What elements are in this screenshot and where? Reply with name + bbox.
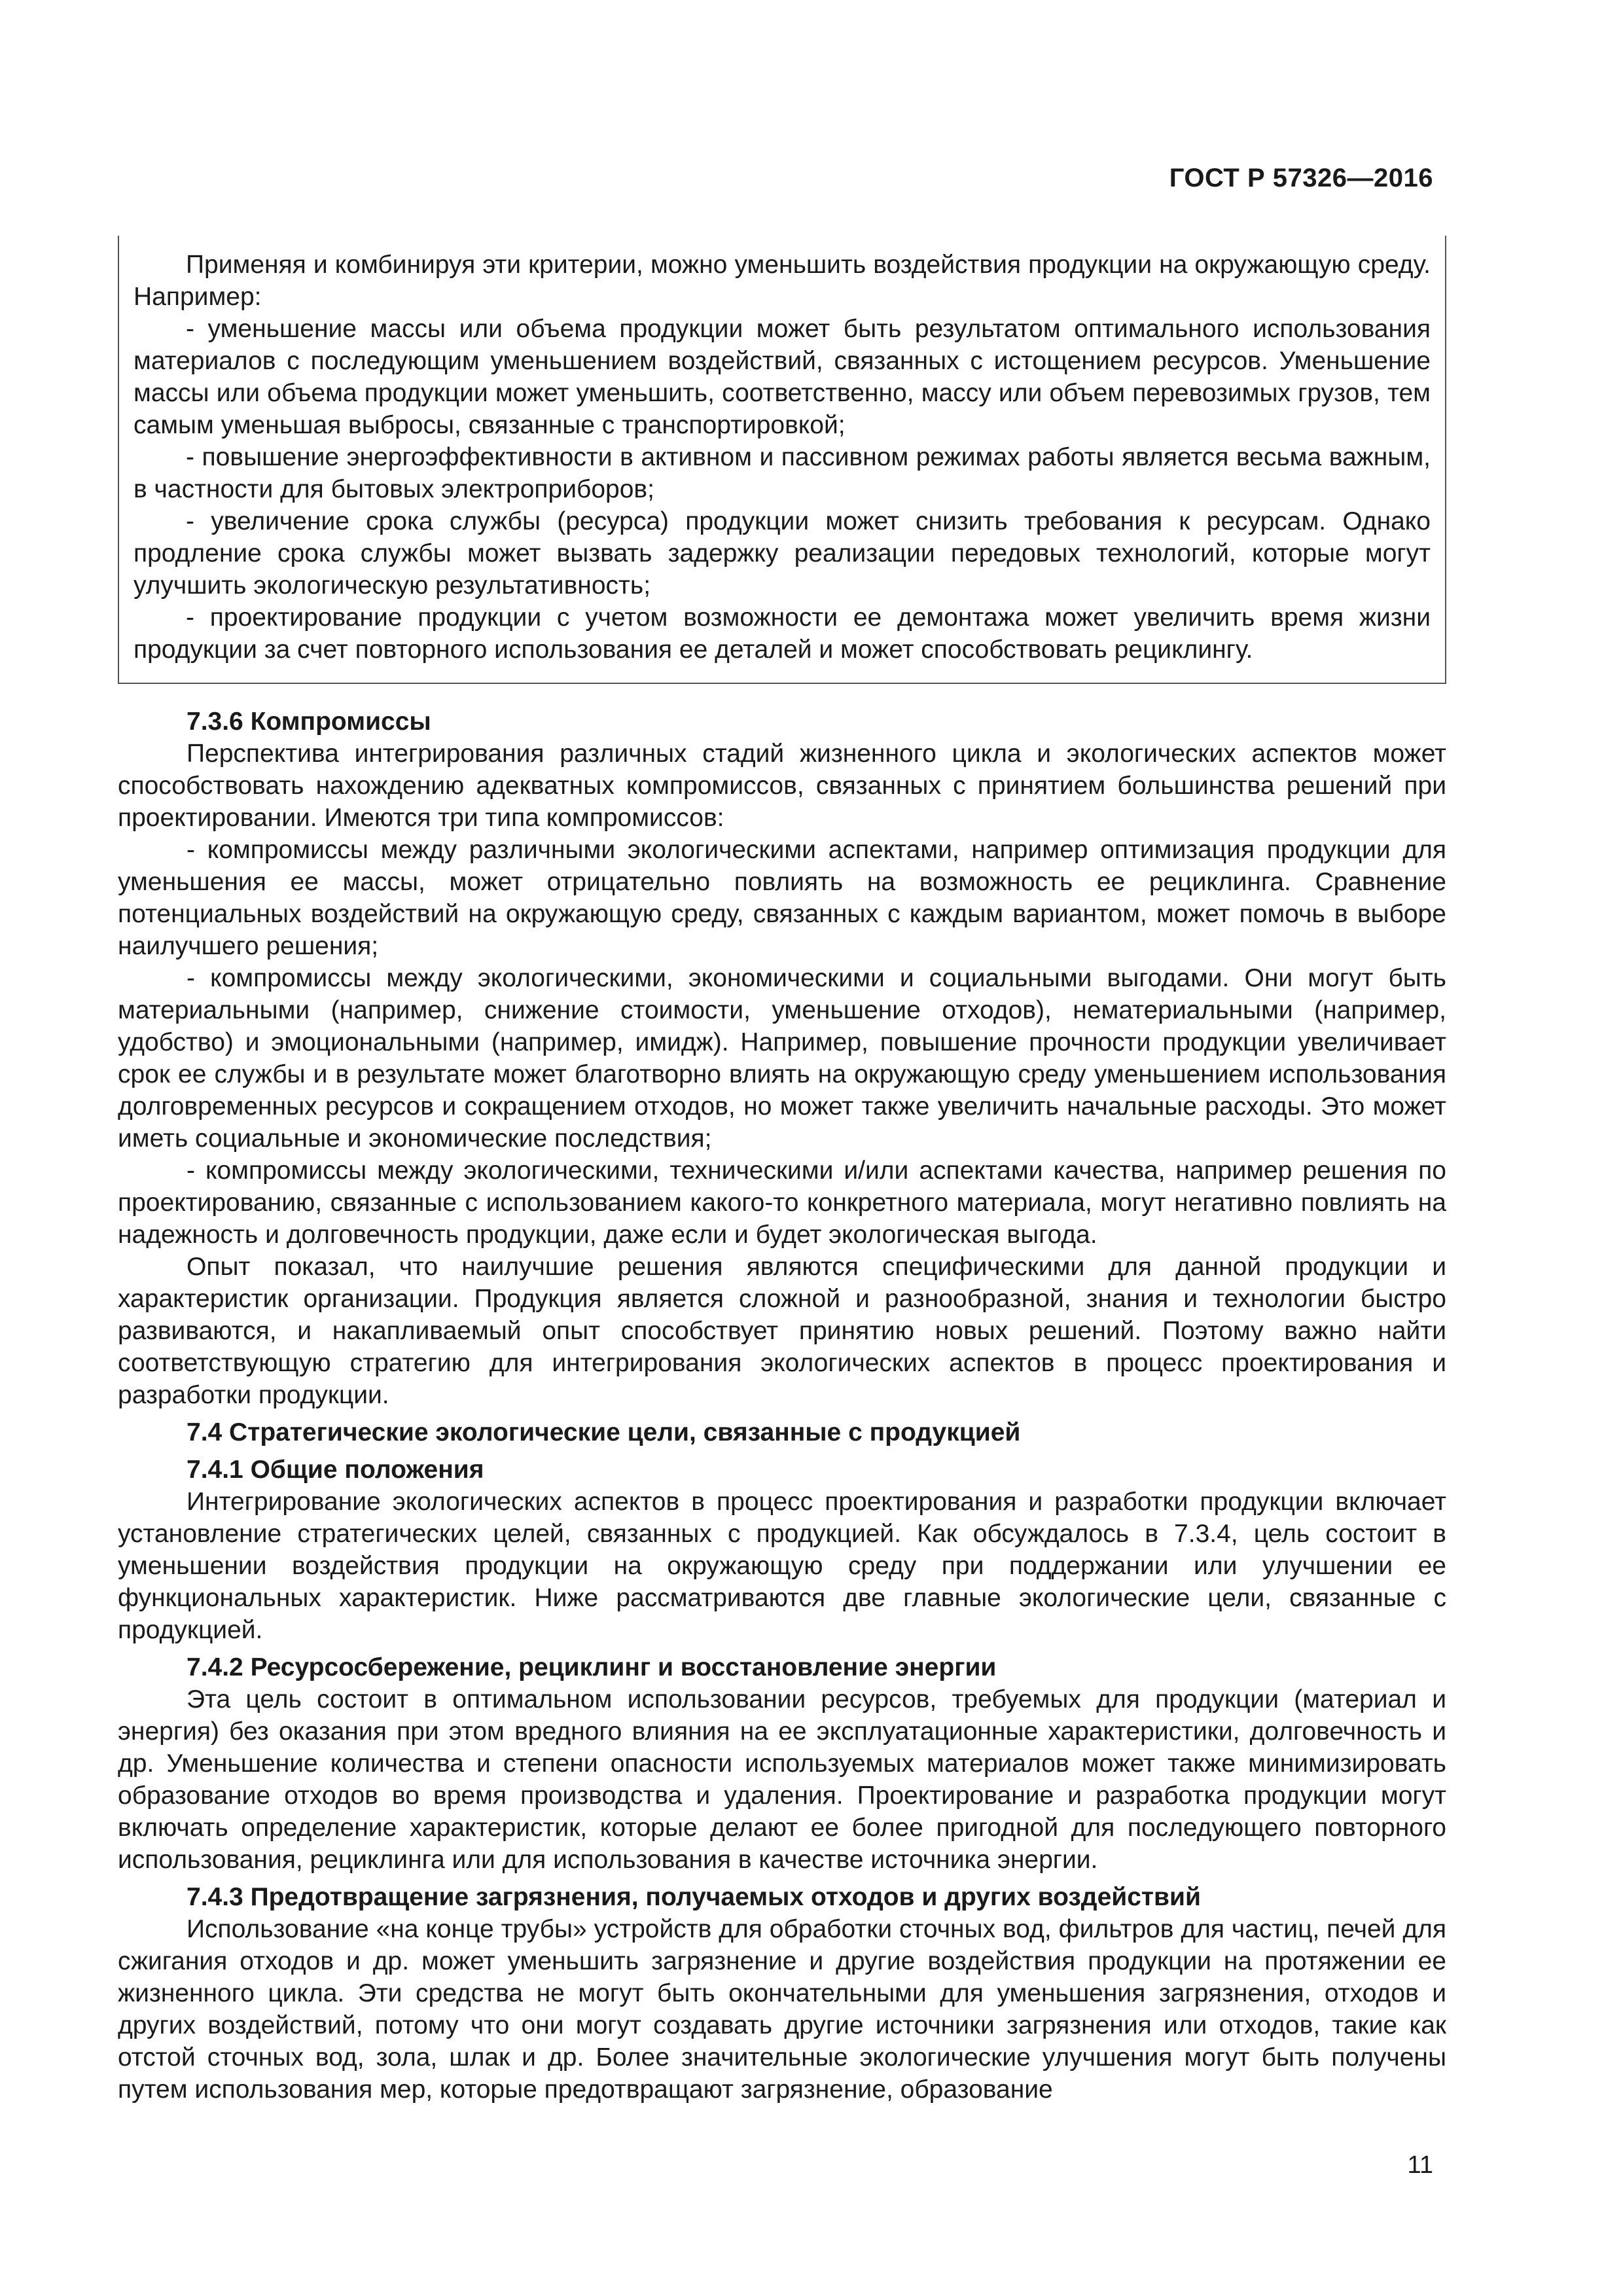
section-heading-7-4-3: 7.4.3 Предотвращение загрязнения, получаемых отходов и других воздействий bbox=[187, 1883, 1201, 1911]
highlighted-box bbox=[118, 236, 1446, 684]
box-paragraph-disassembly: - проектирование продукции с учетом возможности ее демонтажа может увеличить время жизни продукции за счет повторного использования ее деталей и может способствовать рециклингу. bbox=[134, 603, 1431, 664]
paragraph: Опыт показал, что наилучшие решения являются специфическими для данной продукции и характеристик организации. Продукция является сложной и разнообразной, знания и технологии быстро развиваются, и накапливаемый опыт способствует принятию новых решений. Поэтому важно найти соответствующую стратегию для интегрирования экологических аспектов в процесс проектирования и разработки продукции. bbox=[118, 1253, 1446, 1409]
paragraph: Использование «на конце трубы» устройств для обработки сточных вод, фильтров для частиц, печей для сжигания отходов и др. может уменьшить загрязнение и другие воздействия продукции на протяжении ее жизненного цикла. Эти средства не могут быть окончательными для уменьшения загрязнения, отходов и других воздействий, потому что они могут создавать другие источники загрязнения или отходов, такие как отстой сточных вод, зола, шлак и др. Более значительные экологические улучшения могут быть получены путем использования мер, которые предотвращают загрязнение, образование bbox=[118, 1915, 1446, 2104]
box-paragraph-mass: - уменьшение массы или объема продукции может быть результатом оптимального использования материалов с последующим уменьшением воздействий, связанных с истощением ресурсов. Уменьшение массы или объема продукции может уменьшить, соответственно, массу или объем перевозимых грузов, тем самым уменьшая выбросы, связанные с транспортировкой; bbox=[134, 315, 1431, 439]
section-heading-7-4: 7.4 Стратегические экологические цели, связанные с продукцией bbox=[187, 1418, 1021, 1446]
section-heading-7-3-6: 7.3.6 Компромиссы bbox=[187, 708, 431, 736]
paragraph: Перспектива интегрирования различных стадий жизненного цикла и экологических аспектов может способствовать нахождению адекватных компромиссов, связанных с принятием большинства решений при проектировании. Имеются три типа компромиссов: bbox=[118, 740, 1446, 832]
section-heading-7-4-2: 7.4.2 Ресурсосбережение, рециклинг и восстановление энергии bbox=[187, 1653, 997, 1681]
section-heading-7-4-1: 7.4.1 Общие положения bbox=[187, 1456, 484, 1484]
paragraph: Эта цель состоит в оптимальном использовании ресурсов, требуемых для продукции (материал и энергия) без оказания при этом вредного влияния на ее эксплуатационные характеристики, долговечность и др. Уменьшение количества и степени опасности используемых материалов может также минимизировать образование отходов во время производства и удаления. Проектирование и разработка продукции могут включать определение характеристик, которые делают ее более пригодной для последующего повторного использования, рециклинга или для использования в качестве источника энергии. bbox=[118, 1685, 1446, 1874]
document-header-id: ГОСТ Р 57326—2016 bbox=[1169, 164, 1433, 192]
paragraph: - компромиссы между различными экологическими аспектами, например оптимизация продукции для уменьшения ее массы, может отрицательно повлиять на возможность ее рециклинга. Сравнение потенциальных воздействий на окружающую среду, связанных с каждым вариантом, может помочь в выборе наилучшего решения; bbox=[118, 836, 1446, 960]
paragraph: - компромиссы между экологическими, экономическими и социальными выгодами. Они могут быть материальными (например, снижение стоимости, уменьшение отходов), нематериальными (например, удобство) и эмоциональными (например, имидж). Например, повышение прочности продукции увеличивает срок ее службы и в результате может благотворно влиять на окружающую среду уменьшением использования долговременных ресурсов и сокращением отходов, но может также увеличить начальные расходы. Это может иметь социальные и экономические последствия; bbox=[118, 964, 1446, 1153]
page-number: 11 bbox=[1407, 2151, 1433, 2179]
box-paragraph-intro: Применяя и комбинируя эти критерии, можно уменьшить воздействия продукции на окружающую среду. Например: bbox=[134, 251, 1431, 311]
paragraph: Интегрирование экологических аспектов в процесс проектирования и разработки продукции включает установление стратегических целей, связанных с продукцией. Как обсуждалось в 7.3.4, цель состоит в уменьшении воздействия продукции на окружающую среду при поддержании или улучшении ее функциональных характеристик. Ниже рассматриваются две главные экологические цели, связанные с продукцией. bbox=[118, 1488, 1446, 1644]
main-text bbox=[118, 700, 1446, 2106]
paragraph: - компромиссы между экологическими, техническими и/или аспектами качества, например решения по проектированию, связанные с использованием какого-то конкретного материала, могут негативно повлиять на надежность и долговечность продукции, даже если и будет экологическая выгода. bbox=[118, 1157, 1446, 1249]
box-paragraph-energy: - повышение энергоэффективности в активном и пассивном режимах работы является весьма важным, в частности для бытовых электроприборов; bbox=[134, 443, 1431, 503]
box-paragraph-lifetime: - увеличение срока службы (ресурса) продукции может снизить требования к ресурсам. Однако продление срока службы может вызвать задержку реализации передовых технологий, которые могут улучшить экологическую результативность; bbox=[134, 507, 1431, 600]
